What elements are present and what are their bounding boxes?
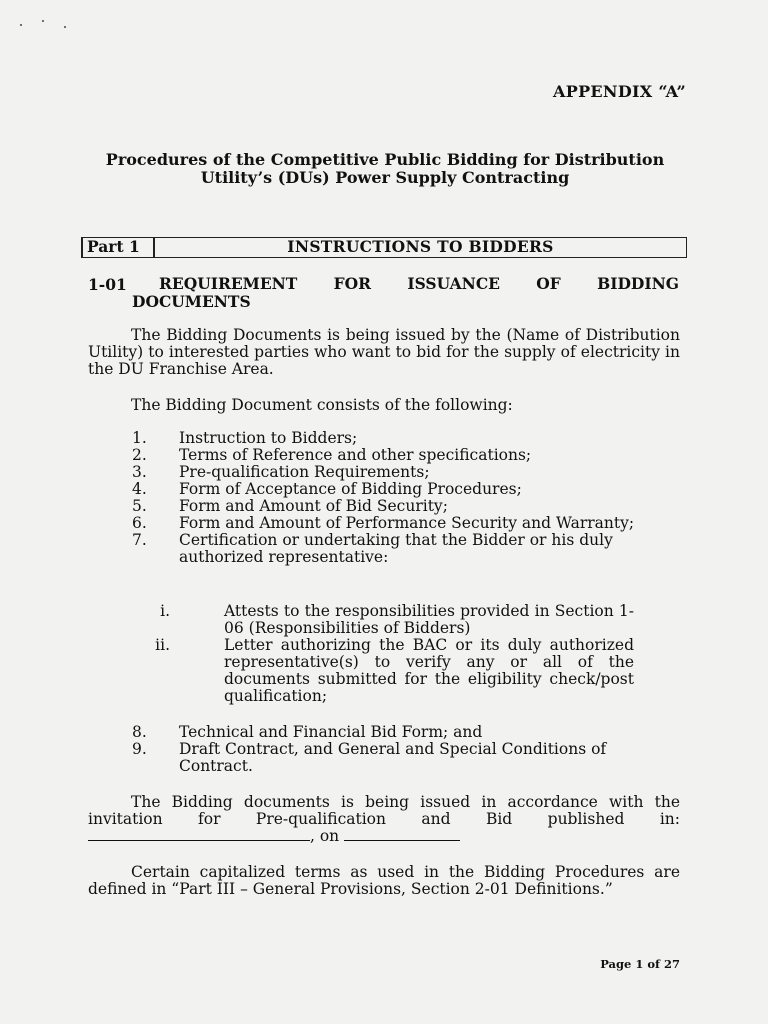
intro-paragraph (88, 327, 680, 378)
list-item-number: 5. (132, 497, 147, 515)
paragraph-text: Certain capitalized terms as used in the Bidding Procedures are defined in “Part III – General Provisions, Section 2-01 Definitions.” (88, 863, 680, 898)
list-item-text: Form and Amount of Performance Security and Warranty; (179, 514, 635, 532)
page-number: Page 1 of 27 (600, 957, 680, 971)
list-item (88, 464, 680, 481)
blank-field (344, 828, 460, 841)
part-heading: INSTRUCTIONS TO BIDDERS (287, 237, 554, 256)
paragraph-text: The Bidding Document consists of the following: (131, 396, 513, 414)
appendix-label: APPENDIX “A” (553, 82, 686, 101)
list-item-text: Draft Contract, and General and Special Conditions of Contract. (179, 740, 607, 775)
definitions-paragraph (88, 864, 680, 898)
document-sublist (88, 603, 634, 705)
paragraph-line (88, 828, 680, 845)
list-item-number: 2. (132, 446, 147, 464)
list-item (88, 430, 680, 447)
list-item-number: 1. (132, 429, 147, 447)
consists-paragraph (88, 397, 680, 414)
paragraph-line (88, 794, 680, 811)
list-item-number: i. (160, 602, 170, 620)
list-item-number: ii. (155, 636, 170, 654)
list-item (88, 532, 680, 566)
list-item-text: Pre-qualification Requirements; (179, 463, 430, 481)
paragraph-line: invitation for Pre-qualification and Bid published in: (88, 810, 680, 828)
list-item (88, 603, 634, 637)
on-text: , on (310, 827, 340, 845)
list-item-text: Certification or undertaking that the Bidder or his duly authorized representative: (179, 531, 613, 566)
list-item-text: Attests to the responsibilities provided in Section 1-06 (Responsibilities of Bidders) (224, 602, 634, 637)
paragraph-text: The Bidding Documents is being issued by the (Name of Distribution Utility) to interested parties who want to bid for the supply of electricity in the DU Franchise Area. (88, 326, 680, 378)
scan-speck (20, 24, 22, 26)
list-item-text: Instruction to Bidders; (179, 429, 358, 447)
list-item (88, 637, 634, 705)
scan-speck (42, 20, 44, 22)
list-item (88, 498, 680, 515)
part-label: Part 1 (87, 237, 140, 256)
list-item-text: Form and Amount of Bid Security; (179, 497, 448, 515)
section-title-continued: DOCUMENTS (132, 292, 251, 311)
document-title-line: Utility’s (DUs) Power Supply Contracting (200, 168, 570, 187)
list-item-number: 3. (132, 463, 147, 481)
document-list-continued (88, 724, 680, 775)
list-item-number: 4. (132, 480, 147, 498)
list-item (88, 724, 680, 741)
list-item (88, 447, 680, 464)
paragraph-text: The Bidding documents is being issued in accordance with the (131, 793, 680, 811)
document-list (88, 430, 680, 566)
section-number: 1-01 (88, 275, 127, 294)
list-item (88, 481, 680, 498)
accordance-paragraph (88, 794, 680, 845)
list-item-number: 8. (132, 723, 147, 741)
list-item-number: 7. (132, 531, 147, 549)
list-item (88, 741, 680, 775)
blank-field (88, 828, 310, 841)
section-title: REQUIREMENT FOR ISSUANCE OF BIDDING (159, 274, 679, 293)
list-item-text: Technical and Financial Bid Form; and (179, 723, 483, 741)
list-item-number: 9. (132, 740, 147, 758)
list-item-text: Form of Acceptance of Bidding Procedures; (179, 480, 522, 498)
scan-speck (64, 26, 66, 28)
list-item (88, 515, 680, 532)
document-title (80, 151, 690, 187)
list-item-number: 6. (132, 514, 147, 532)
list-item-text: Letter authorizing the BAC or its duly authorized representative(s) to verify any or all of the documents submitted for the eligibility check/post qualification; (224, 636, 634, 705)
list-item-text: Terms of Reference and other specifications; (179, 446, 532, 464)
part-header-box (81, 237, 687, 258)
document-title-line: Procedures of the Competitive Public Bidding for Distribution (105, 150, 665, 169)
